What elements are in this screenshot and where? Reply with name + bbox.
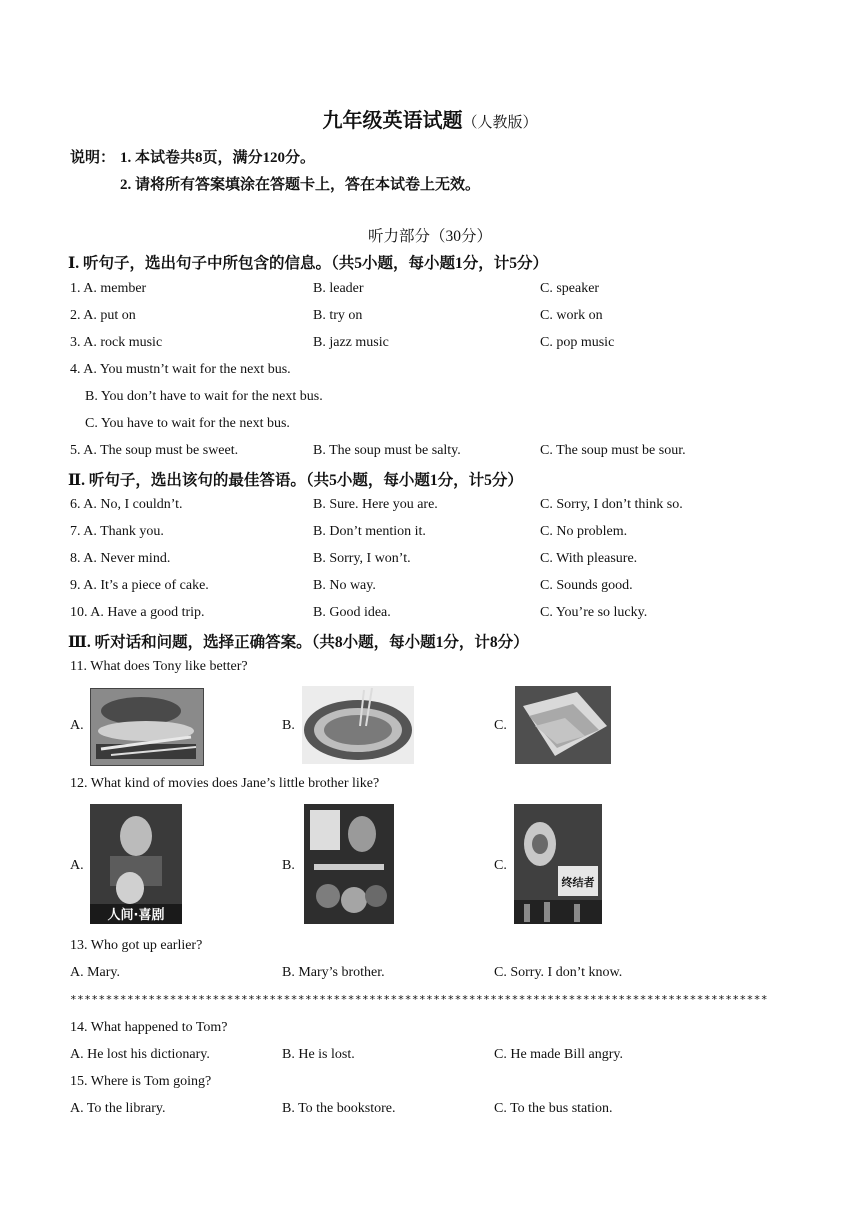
q12-label-c: C.	[494, 858, 507, 873]
q5-option-c: C. The soup must be sour.	[540, 443, 686, 458]
page-title	[0, 104, 860, 133]
q4-option-c: C. You have to wait for the next bus.	[85, 416, 290, 431]
q11-label-b: B.	[282, 718, 295, 733]
q7-option-c: C. No problem.	[540, 524, 628, 539]
q14-option-b: B. He is lost.	[282, 1047, 355, 1062]
q1-option-c: C. speaker	[540, 281, 600, 296]
q12-movie-poster-c	[514, 804, 602, 924]
q15-option-b: B. To the bookstore.	[282, 1101, 396, 1116]
q1-option-a: 1. A. member	[70, 281, 147, 296]
q14-option-a: A. He lost his dictionary.	[70, 1047, 210, 1062]
q7-option-a: 7. A. Thank you.	[70, 524, 164, 539]
q11-label-c: C.	[494, 718, 507, 733]
q14-stem: 14. What happened to Tom?	[70, 1020, 228, 1035]
q8-option-c: C. With pleasure.	[540, 551, 638, 566]
q7-option-b: B. Don’t mention it.	[313, 524, 426, 539]
q3-option-c: C. pop music	[540, 335, 615, 350]
q14-option-c: C. He made Bill angry.	[494, 1047, 623, 1062]
q11-label-a: A.	[70, 718, 84, 733]
q4-option-a: 4. A. You mustn’t wait for the next bus.	[70, 362, 291, 377]
q13-stem: 13. Who got up earlier?	[70, 938, 203, 953]
q12-stem: 12. What kind of movies does Jane’s little brother like?	[70, 776, 380, 791]
q2-option-c: C. work on	[540, 308, 603, 323]
q12-movie-poster-b	[304, 804, 394, 924]
divider: **************************************************************************************************	[70, 993, 769, 1006]
q10-option-a: 10. A. Have a good trip.	[70, 605, 205, 620]
q11-food-photo-a	[90, 688, 204, 766]
q8-option-a: 8. A. Never mind.	[70, 551, 171, 566]
listening-header: 听力部分（30分）	[367, 228, 492, 245]
q11-stem: 11. What does Tony like better?	[70, 659, 248, 674]
q6-option-a: 6. A. No, I couldn’t.	[70, 497, 183, 512]
q15-option-c: C. To the bus station.	[494, 1101, 613, 1116]
q6-option-c: C. Sorry, I don’t think so.	[540, 497, 683, 512]
section-2-heading: Ⅱ. 听句子，选出该句的最佳答语。（共5小题，每小题1分，计5分）	[68, 472, 523, 489]
q9-option-c: C. Sounds good.	[540, 578, 633, 593]
q5-option-b: B. The soup must be salty.	[313, 443, 461, 458]
q2-option-a: 2. A. put on	[70, 308, 136, 323]
q3-option-a: 3. A. rock music	[70, 335, 163, 350]
q10-option-b: B. Good idea.	[313, 605, 391, 620]
q9-option-b: B. No way.	[313, 578, 376, 593]
section-3-heading: Ⅲ. 听对话和问题，选择正确答案。（共8小题，每小题1分，计8分）	[68, 634, 529, 651]
notes-label: 说明：	[70, 150, 116, 166]
q11-food-photo-c	[515, 686, 611, 764]
q12-label-a: A.	[70, 858, 84, 873]
q13-option-c: C. Sorry. I don’t know.	[494, 965, 623, 980]
title-sub: （人教版）	[462, 115, 538, 131]
q12-movie-poster-a	[90, 804, 182, 924]
q12-label-b: B.	[282, 858, 295, 873]
title-main: 九年级英语试题	[322, 110, 463, 132]
q3-option-b: B. jazz music	[313, 335, 389, 350]
poster-c-title: 终结者	[561, 876, 595, 889]
q1-option-b: B. leader	[313, 281, 364, 296]
note-2: 2. 请将所有答案填涂在答题卡上，答在本试卷上无效。	[120, 177, 481, 193]
q5-option-a: 5. A. The soup must be sweet.	[70, 443, 239, 458]
poster-a-title: 人间·喜剧	[107, 908, 165, 923]
note-1: 1. 本试卷共8页，满分120分。	[120, 150, 316, 166]
q13-option-b: B. Mary’s brother.	[282, 965, 385, 980]
section-1-heading: Ⅰ. 听句子，选出句子中所包含的信息。（共5小题，每小题1分，计5分）	[68, 255, 549, 272]
q15-option-a: A. To the library.	[70, 1101, 166, 1116]
q9-option-a: 9. A. It’s a piece of cake.	[70, 578, 209, 593]
q6-option-b: B. Sure. Here you are.	[313, 497, 438, 512]
q8-option-b: B. Sorry, I won’t.	[313, 551, 411, 566]
q10-option-c: C. You’re so lucky.	[540, 605, 648, 620]
q13-option-a: A. Mary.	[70, 965, 121, 980]
q11-food-photo-b	[302, 686, 414, 764]
q4-option-b: B. You don’t have to wait for the next bus.	[85, 389, 323, 404]
q15-stem: 15. Where is Tom going?	[70, 1074, 212, 1089]
q2-option-b: B. try on	[313, 308, 363, 323]
